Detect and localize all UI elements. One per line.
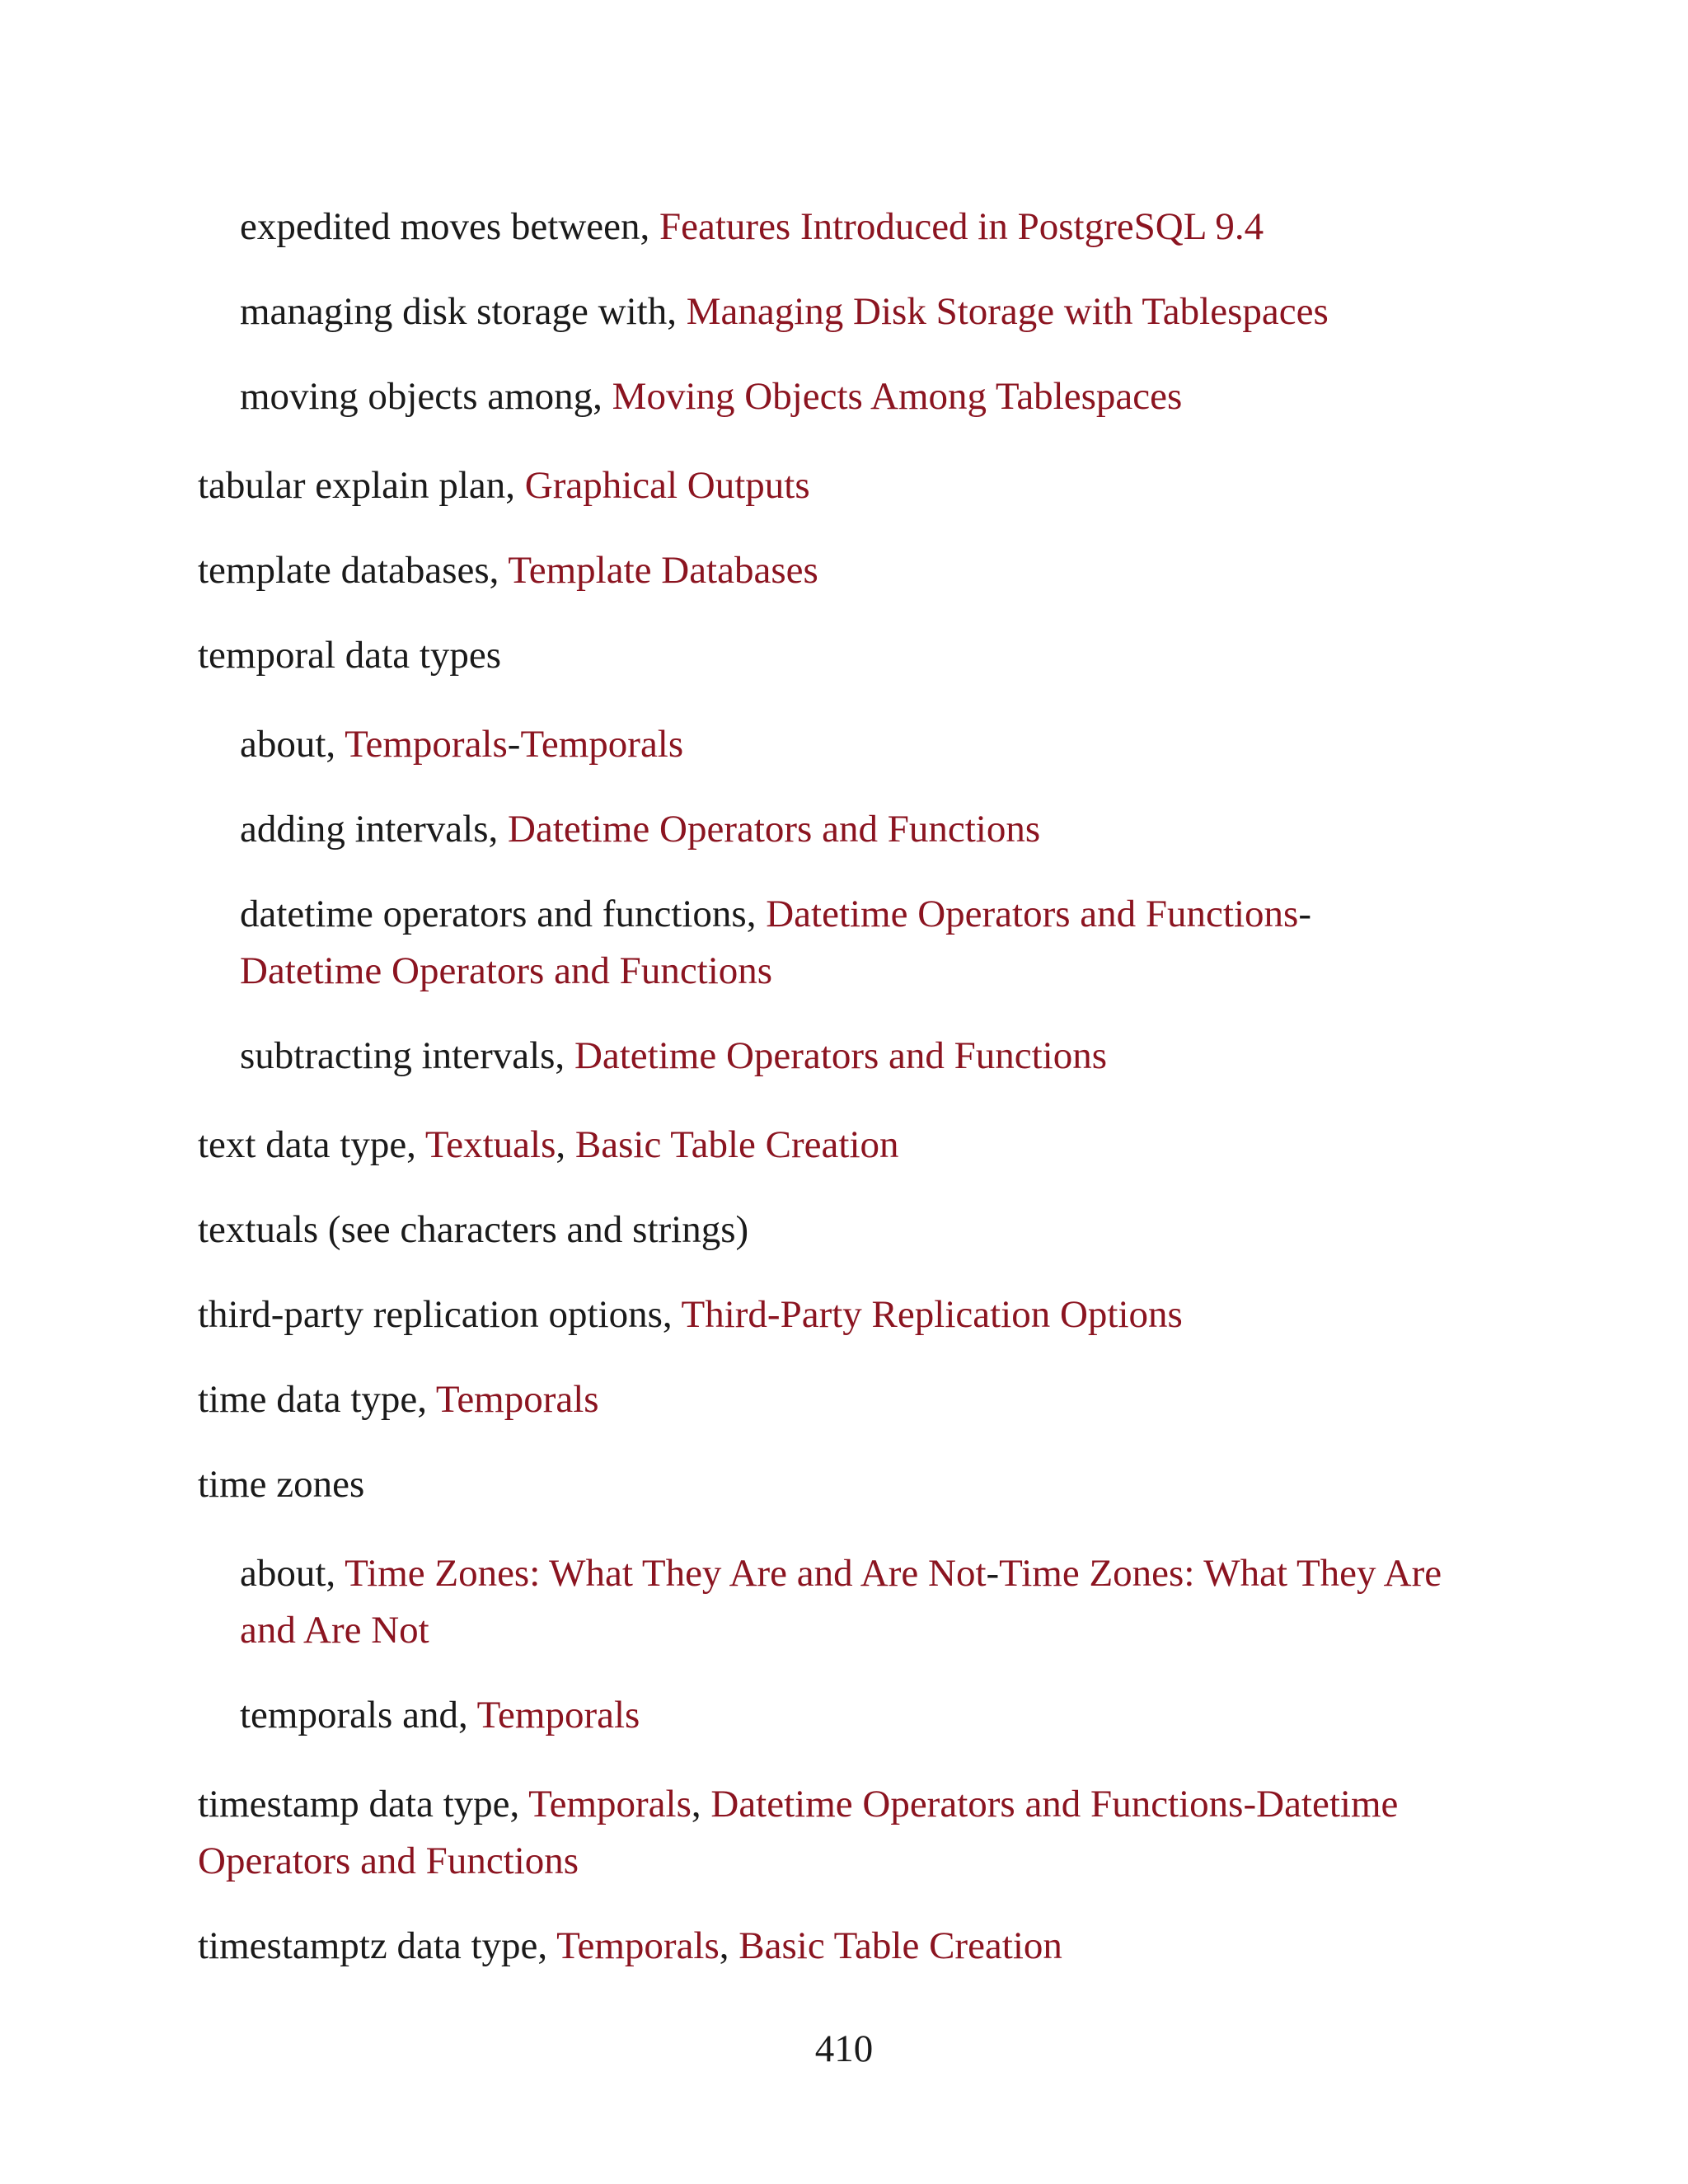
index-link[interactable]: Graphical Outputs [524, 464, 810, 507]
index-link[interactable]: Temporals [520, 723, 684, 766]
index-link[interactable]: Basic Table Creation [574, 1123, 899, 1166]
index-term: subtracting intervals, [240, 1034, 574, 1077]
index-link[interactable]: Temporals [528, 1783, 692, 1825]
index-entry-continuation [240, 1602, 429, 1659]
index-entry [198, 1456, 364, 1513]
index-entry [198, 1776, 1398, 1833]
index-term: timestamp data type, [198, 1783, 529, 1825]
index-entry [198, 1918, 1062, 1975]
index-entry [240, 284, 1329, 340]
link-separator: , [719, 1924, 739, 1967]
link-separator: , [556, 1123, 575, 1166]
index-term: expedited moves between, [240, 205, 659, 248]
index-term: template databases, [198, 549, 509, 592]
index-link[interactable]: Datetime Operators and Functions [240, 949, 773, 992]
index-link[interactable]: Datetime Operators and Functions [766, 893, 1299, 935]
index-link[interactable]: Temporals [345, 723, 508, 766]
index-term: temporals and, [240, 1694, 477, 1736]
index-term: managing disk storage with, [240, 290, 687, 333]
index-entry [240, 1545, 1442, 1602]
index-link[interactable]: Managing Disk Storage with Tablespaces [686, 290, 1329, 333]
index-term: tabular explain plan, [198, 464, 525, 507]
index-entry [240, 199, 1264, 255]
index-entry [198, 457, 810, 514]
index-link[interactable]: Features Introduced in PostgreSQL 9.4 [659, 205, 1264, 248]
index-term: third-party replication options, [198, 1293, 682, 1336]
index-link[interactable]: Datetime Operators and Functions [508, 808, 1041, 851]
index-link[interactable]: Temporals [556, 1924, 720, 1967]
index-term: moving objects among, [240, 375, 612, 418]
index-entry-continuation [240, 943, 772, 1000]
index-term: about, [240, 723, 345, 766]
index-entry-continuation [198, 1833, 579, 1890]
index-entry [240, 1028, 1107, 1085]
index-entry [240, 1687, 640, 1744]
index-link[interactable]: Textuals [424, 1123, 556, 1166]
range-separator: - [986, 1552, 1000, 1595]
index-link-part[interactable]: Operators and Functions [198, 1840, 579, 1882]
link-separator: , [691, 1783, 711, 1825]
index-term: temporal data types [198, 634, 502, 677]
index-link[interactable]: Temporals [435, 1378, 599, 1421]
index-entry [240, 886, 1311, 943]
index-entry [240, 716, 683, 773]
index-link[interactable]: Time Zones: What They Are and Are Not [345, 1552, 987, 1595]
index-term: text data type, [198, 1123, 425, 1166]
index-link[interactable]: Temporals [476, 1694, 640, 1736]
index-term: about, [240, 1552, 345, 1595]
index-link[interactable]: Third-Party Replication Options [681, 1293, 1183, 1336]
index-entry [198, 1117, 899, 1174]
range-separator: - [1298, 893, 1311, 935]
index-link[interactable]: Datetime Operators and Functions [710, 1783, 1244, 1825]
index-link-part[interactable]: Time Zones: What They Are [999, 1552, 1442, 1595]
index-term: textuals (see characters and strings) [198, 1208, 749, 1251]
index-entry [198, 627, 501, 684]
page-number: 410 [814, 2027, 874, 2070]
index-term: adding intervals, [240, 808, 509, 851]
index-term: time zones [198, 1463, 365, 1506]
index-entry [198, 1286, 1183, 1343]
index-link[interactable]: Datetime Operators and Functions [574, 1034, 1108, 1077]
index-entry [198, 1371, 599, 1428]
index-entry [240, 368, 1182, 425]
index-link[interactable]: Moving Objects Among Tablespaces [612, 375, 1183, 418]
index-term: time data type, [198, 1378, 436, 1421]
index-link-part[interactable]: and Are Not [240, 1609, 429, 1652]
index-link-part[interactable]: Datetime [1256, 1783, 1399, 1825]
index-entry [198, 1202, 748, 1258]
range-separator: - [507, 723, 521, 766]
index-link[interactable]: Basic Table Creation [738, 1924, 1062, 1967]
index-link[interactable]: Template Databases [508, 549, 818, 592]
index-term: timestamptz data type, [198, 1924, 557, 1967]
range-separator: - [1243, 1783, 1257, 1825]
index-entry [198, 542, 818, 599]
index-entry [240, 801, 1040, 858]
index-term: datetime operators and functions, [240, 893, 767, 935]
